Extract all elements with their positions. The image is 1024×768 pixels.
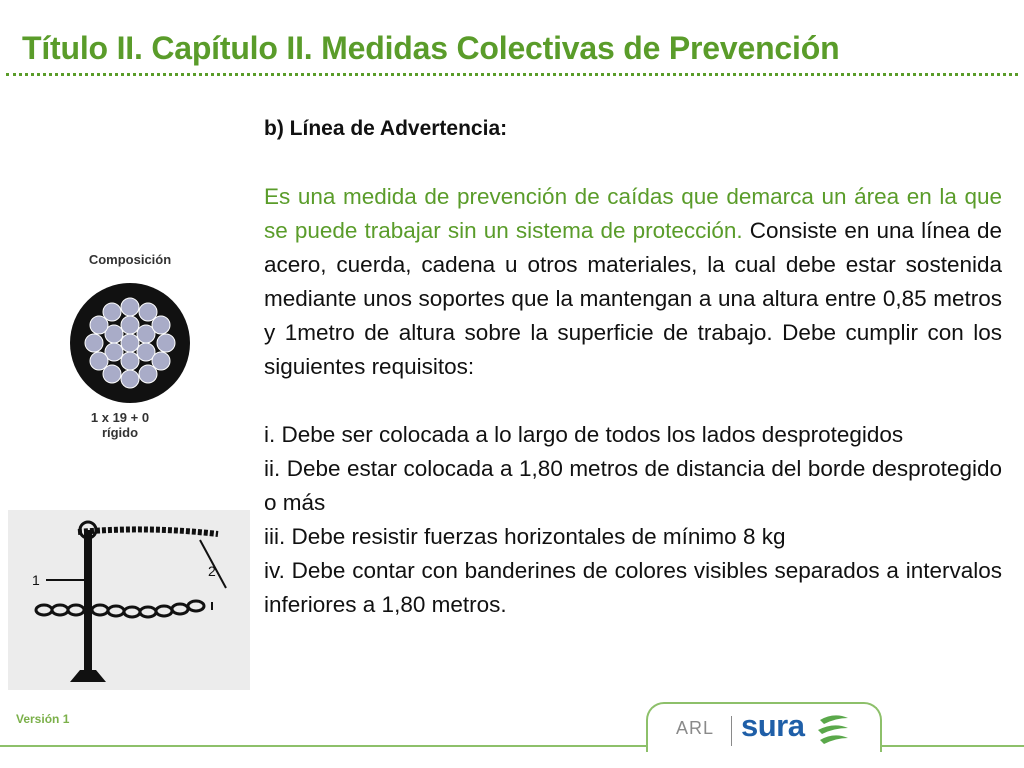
logo-separator — [731, 716, 732, 746]
requirement-item: iv. Debe contar con banderines de colores visibles separados a intervalos inferiores a 1,80 metros. — [264, 558, 1002, 617]
main-content — [264, 112, 1002, 622]
warning-line-label-2: 2 — [208, 563, 216, 579]
requirements-list — [264, 418, 1002, 622]
logo-arl-text: ARL — [676, 718, 715, 738]
logo-sura-text: sura — [741, 708, 805, 743]
section-heading: b) Línea de Advertencia: — [264, 117, 508, 140]
wire-rope-figure-title: Composición — [88, 252, 172, 267]
wire-rope-cross-section-icon — [67, 280, 193, 406]
definition-text: Es una medida de prevención de caídas que demarca un área en la que se puede trabajar sin un sistema de protección. — [264, 184, 1002, 243]
wire-rope-caption — [55, 410, 185, 440]
title-divider — [6, 73, 1018, 76]
wire-rope-caption-line2: rígido — [101, 425, 139, 440]
wire-rope-caption-line1: 1 x 19 + 0 — [90, 410, 150, 425]
definition-paragraph — [264, 180, 1002, 384]
slide-title: Título II. Capítulo II. Medidas Colectivas de Prevención — [22, 30, 840, 66]
description-text: Consiste en una línea de acero, cuerda, cadena u otros materiales, la cual debe estar sostenida mediante unos soportes que la mantengan a una altura entre 0,85 metros y 1metro de altura sobre la superficie de trabajo. Debe cumplir con los siguientes requisitos: — [264, 218, 1002, 379]
warning-line-figure — [8, 510, 250, 690]
requirement-item: iii. Debe resistir fuerzas horizontales de mínimo 8 kg — [264, 524, 786, 549]
wire-rope-figure — [55, 242, 205, 447]
version-label: Versión 1 — [16, 712, 70, 726]
warning-line-illustration-icon — [8, 510, 250, 690]
requirement-item: i. Debe ser colocada a lo largo de todos los lados desprotegidos — [264, 422, 904, 447]
sura-leaf-icon — [816, 712, 850, 748]
warning-line-label-1: 1 — [32, 572, 40, 588]
requirement-item: ii. Debe estar colocada a 1,80 metros de distancia del borde desprotegido o más — [264, 456, 1002, 515]
